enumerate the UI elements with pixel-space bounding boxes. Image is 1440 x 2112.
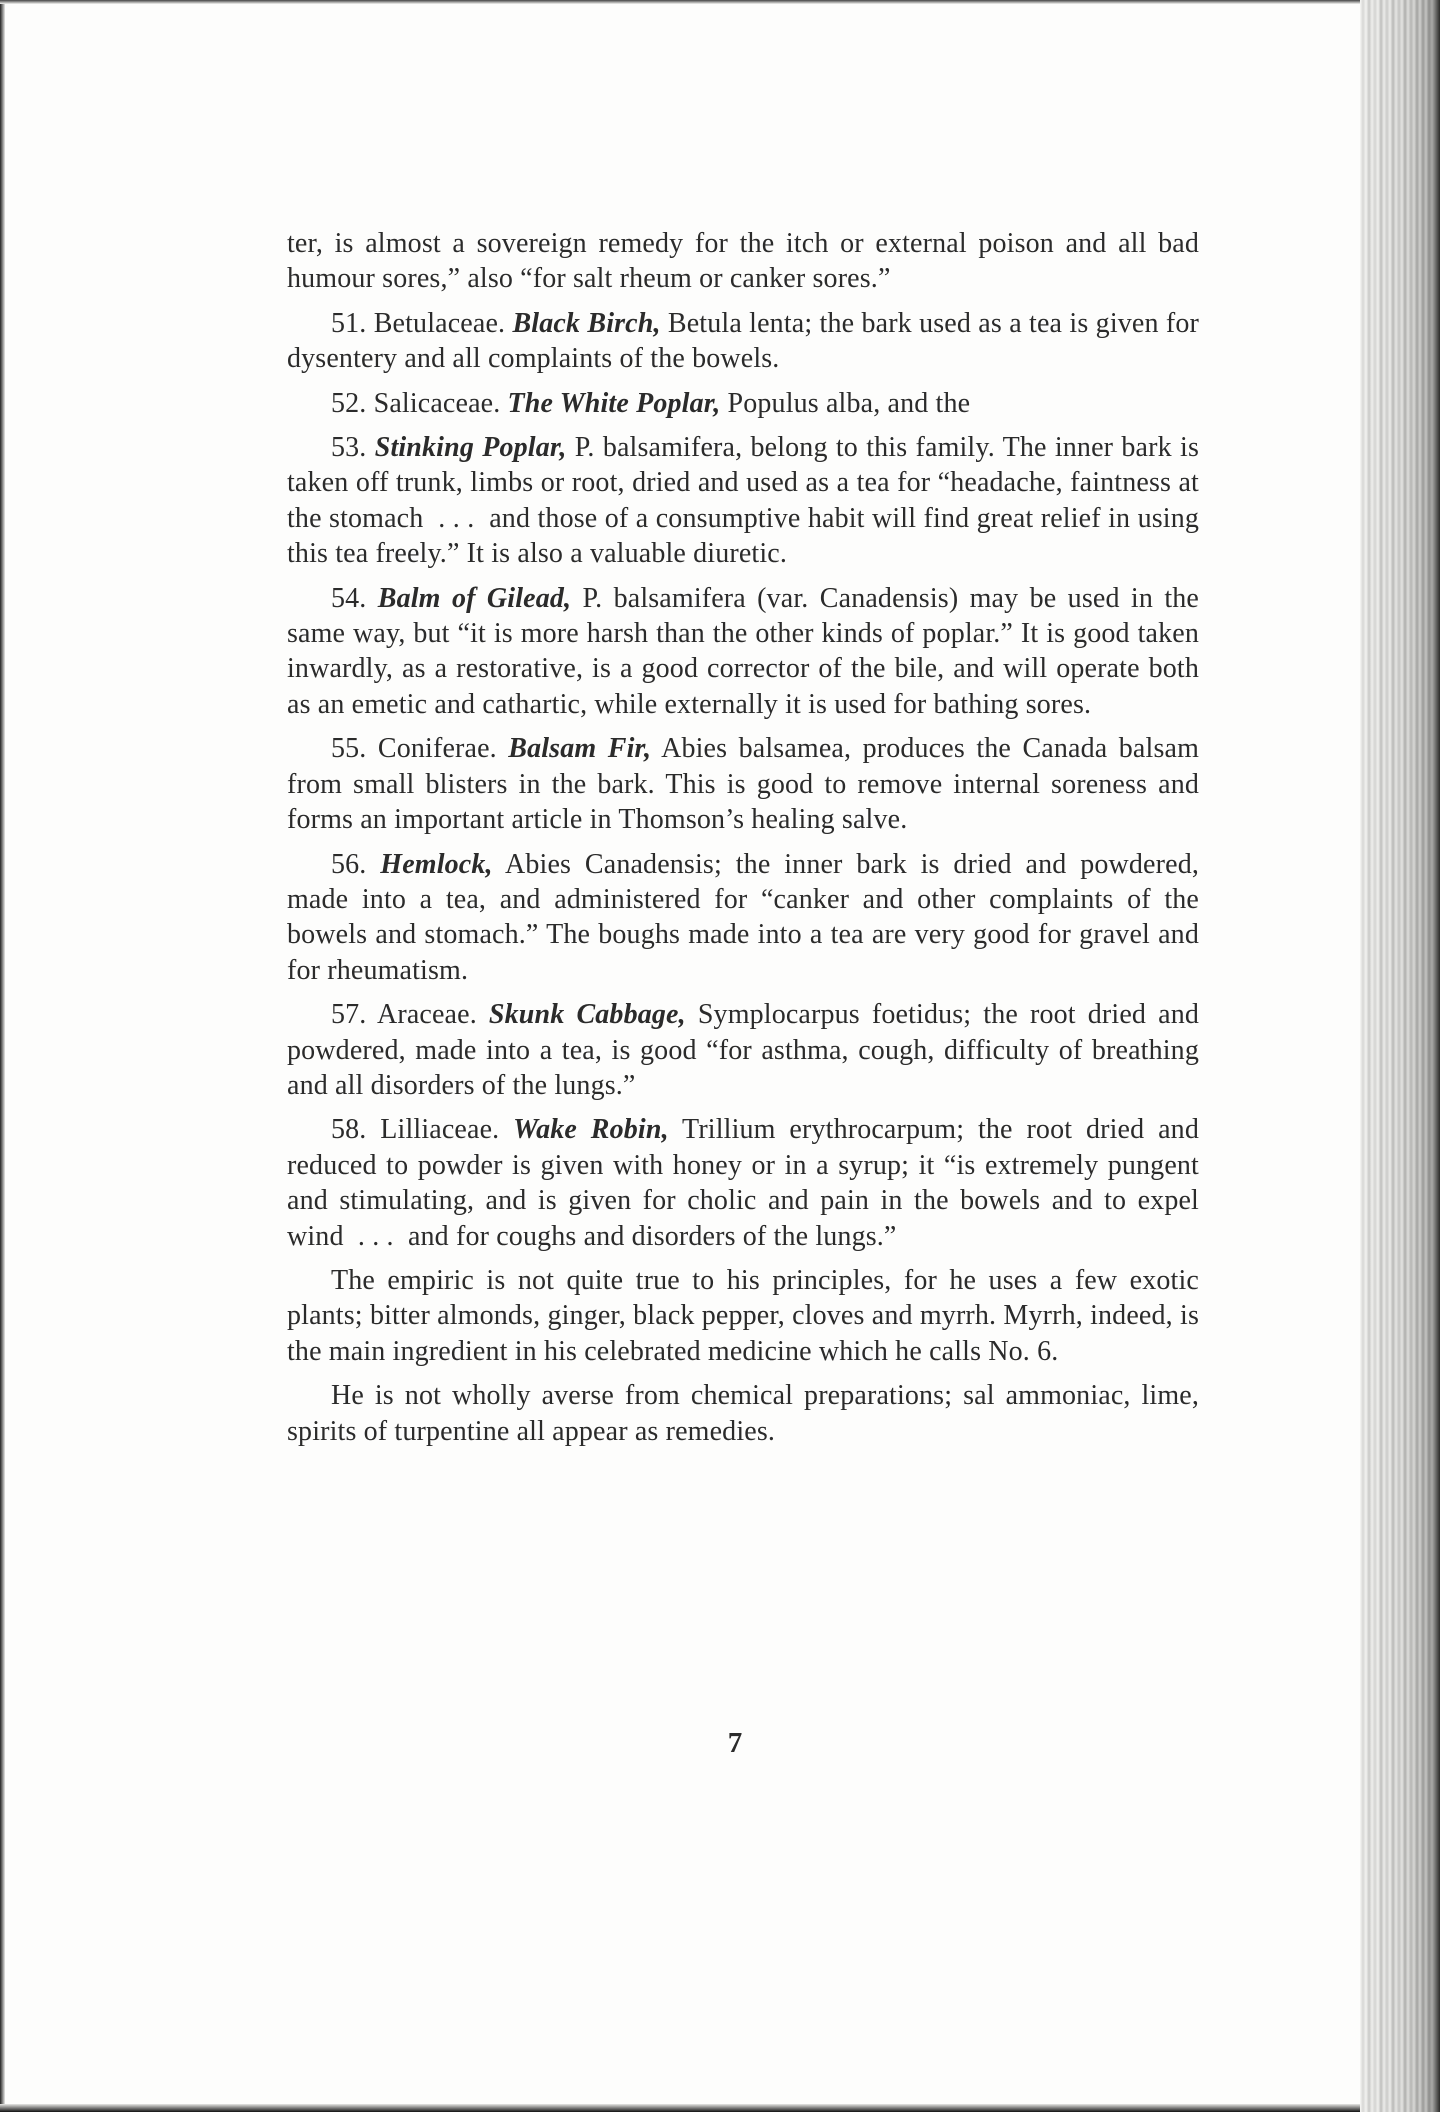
book-page-edges [1360,0,1440,2112]
common-name: The White Poplar, [507,387,721,419]
page-number: 7 [727,1727,743,1759]
common-name: Skunk Cabbage, [488,999,686,1031]
common-name: Stinking Poplar, [374,432,567,464]
common-name: Black Birch, [512,307,661,339]
entry-51-betulaceae: 51. Betulaceae. Black Birch, Betula lenta; the bark used as a tea is given for dysentery and all complaints of the bowels. [287,307,1199,375]
common-name: Hemlock, [380,848,493,880]
common-name: Balm of Gilead, [377,582,572,614]
entry-53-stinking-poplar: 53. Stinking Poplar, P. balsamifera, belong to this family. The inner bark is taken off trunk, limbs or root, dried and used as a tea for “headache, faintness at the stomach . . . and those of a consumptive habit will find great relief in using this tea freely.” It is also a valuable diuretic. [287,432,1199,570]
common-name: Wake Robin, [513,1114,669,1146]
common-name: Balsam Fir, [508,733,652,765]
body-text [287,226,1199,1458]
entry-56-hemlock: 56. Hemlock, Abies Canadensis; the inner bark is dried and powdered, made into a tea, and administered for “canker and other complaints of the bowels and stomach.” The boughs made into a tea are very good for gravel and for rheumatism. [287,848,1199,986]
entry-52-salicaceae: 52. Salicaceae. The White Poplar, Populus alba, and the [331,387,971,419]
paragraph-chemical-preparations: He is not wholly averse from chemical preparations; sal ammoniac, lime, spirits of turpentine all appear as remedies. [287,1380,1199,1447]
entry-58-lilliaceae: 58. Lilliaceae. Wake Robin, Trillium erythrocarpum; the root dried and reduced to powder is given with honey or in a syrup; it “is extremely pungent and stimulating, and is given for cholic and pain in the bowels and to expel wind . . . and for coughs and disorders of the lungs.” [287,1114,1199,1252]
entry-55-coniferae: 55. Coniferae. Balsam Fir, Abies balsamea, produces the Canada balsam from small blisters in the bark. This is good to remove internal soreness and forms an important article in Thomson’s healing salve. [287,733,1199,836]
paragraph-exotic-plants: The empiric is not quite true to his principles, for he uses a few exotic plants; bitter almonds, ginger, black pepper, cloves and myrrh. Myrrh, indeed, is the main ingredient in his celebrated medicine which he calls No. 6. [287,1264,1199,1367]
entry-54-balm-of-gilead: 54. Balm of Gilead, P. balsamifera (var. Canadensis) may be used in the same way, but “it is more harsh than the other kinds of poplar.” It is good taken inwardly, as a restorative, is a good corrector of the bile, and will operate both as an emetic and cathartic, while externally it is used for bathing sores. [287,582,1199,720]
left-scan-shadow [0,0,5,2112]
bottom-scan-shadow [0,2104,1440,2112]
paragraph-continuation: ter, is almost a sovereign remedy for the itch or external poison and all bad humour sores,” also “for salt rheum or canker sores.” [287,228,1199,295]
top-scan-shadow [0,0,1440,4]
entry-57-araceae: 57. Araceae. Skunk Cabbage, Symplocarpus foetidus; the root dried and powdered, made into a tea, is good “for asthma, cough, difficulty of breathing and all disorders of the lungs.” [287,999,1200,1101]
